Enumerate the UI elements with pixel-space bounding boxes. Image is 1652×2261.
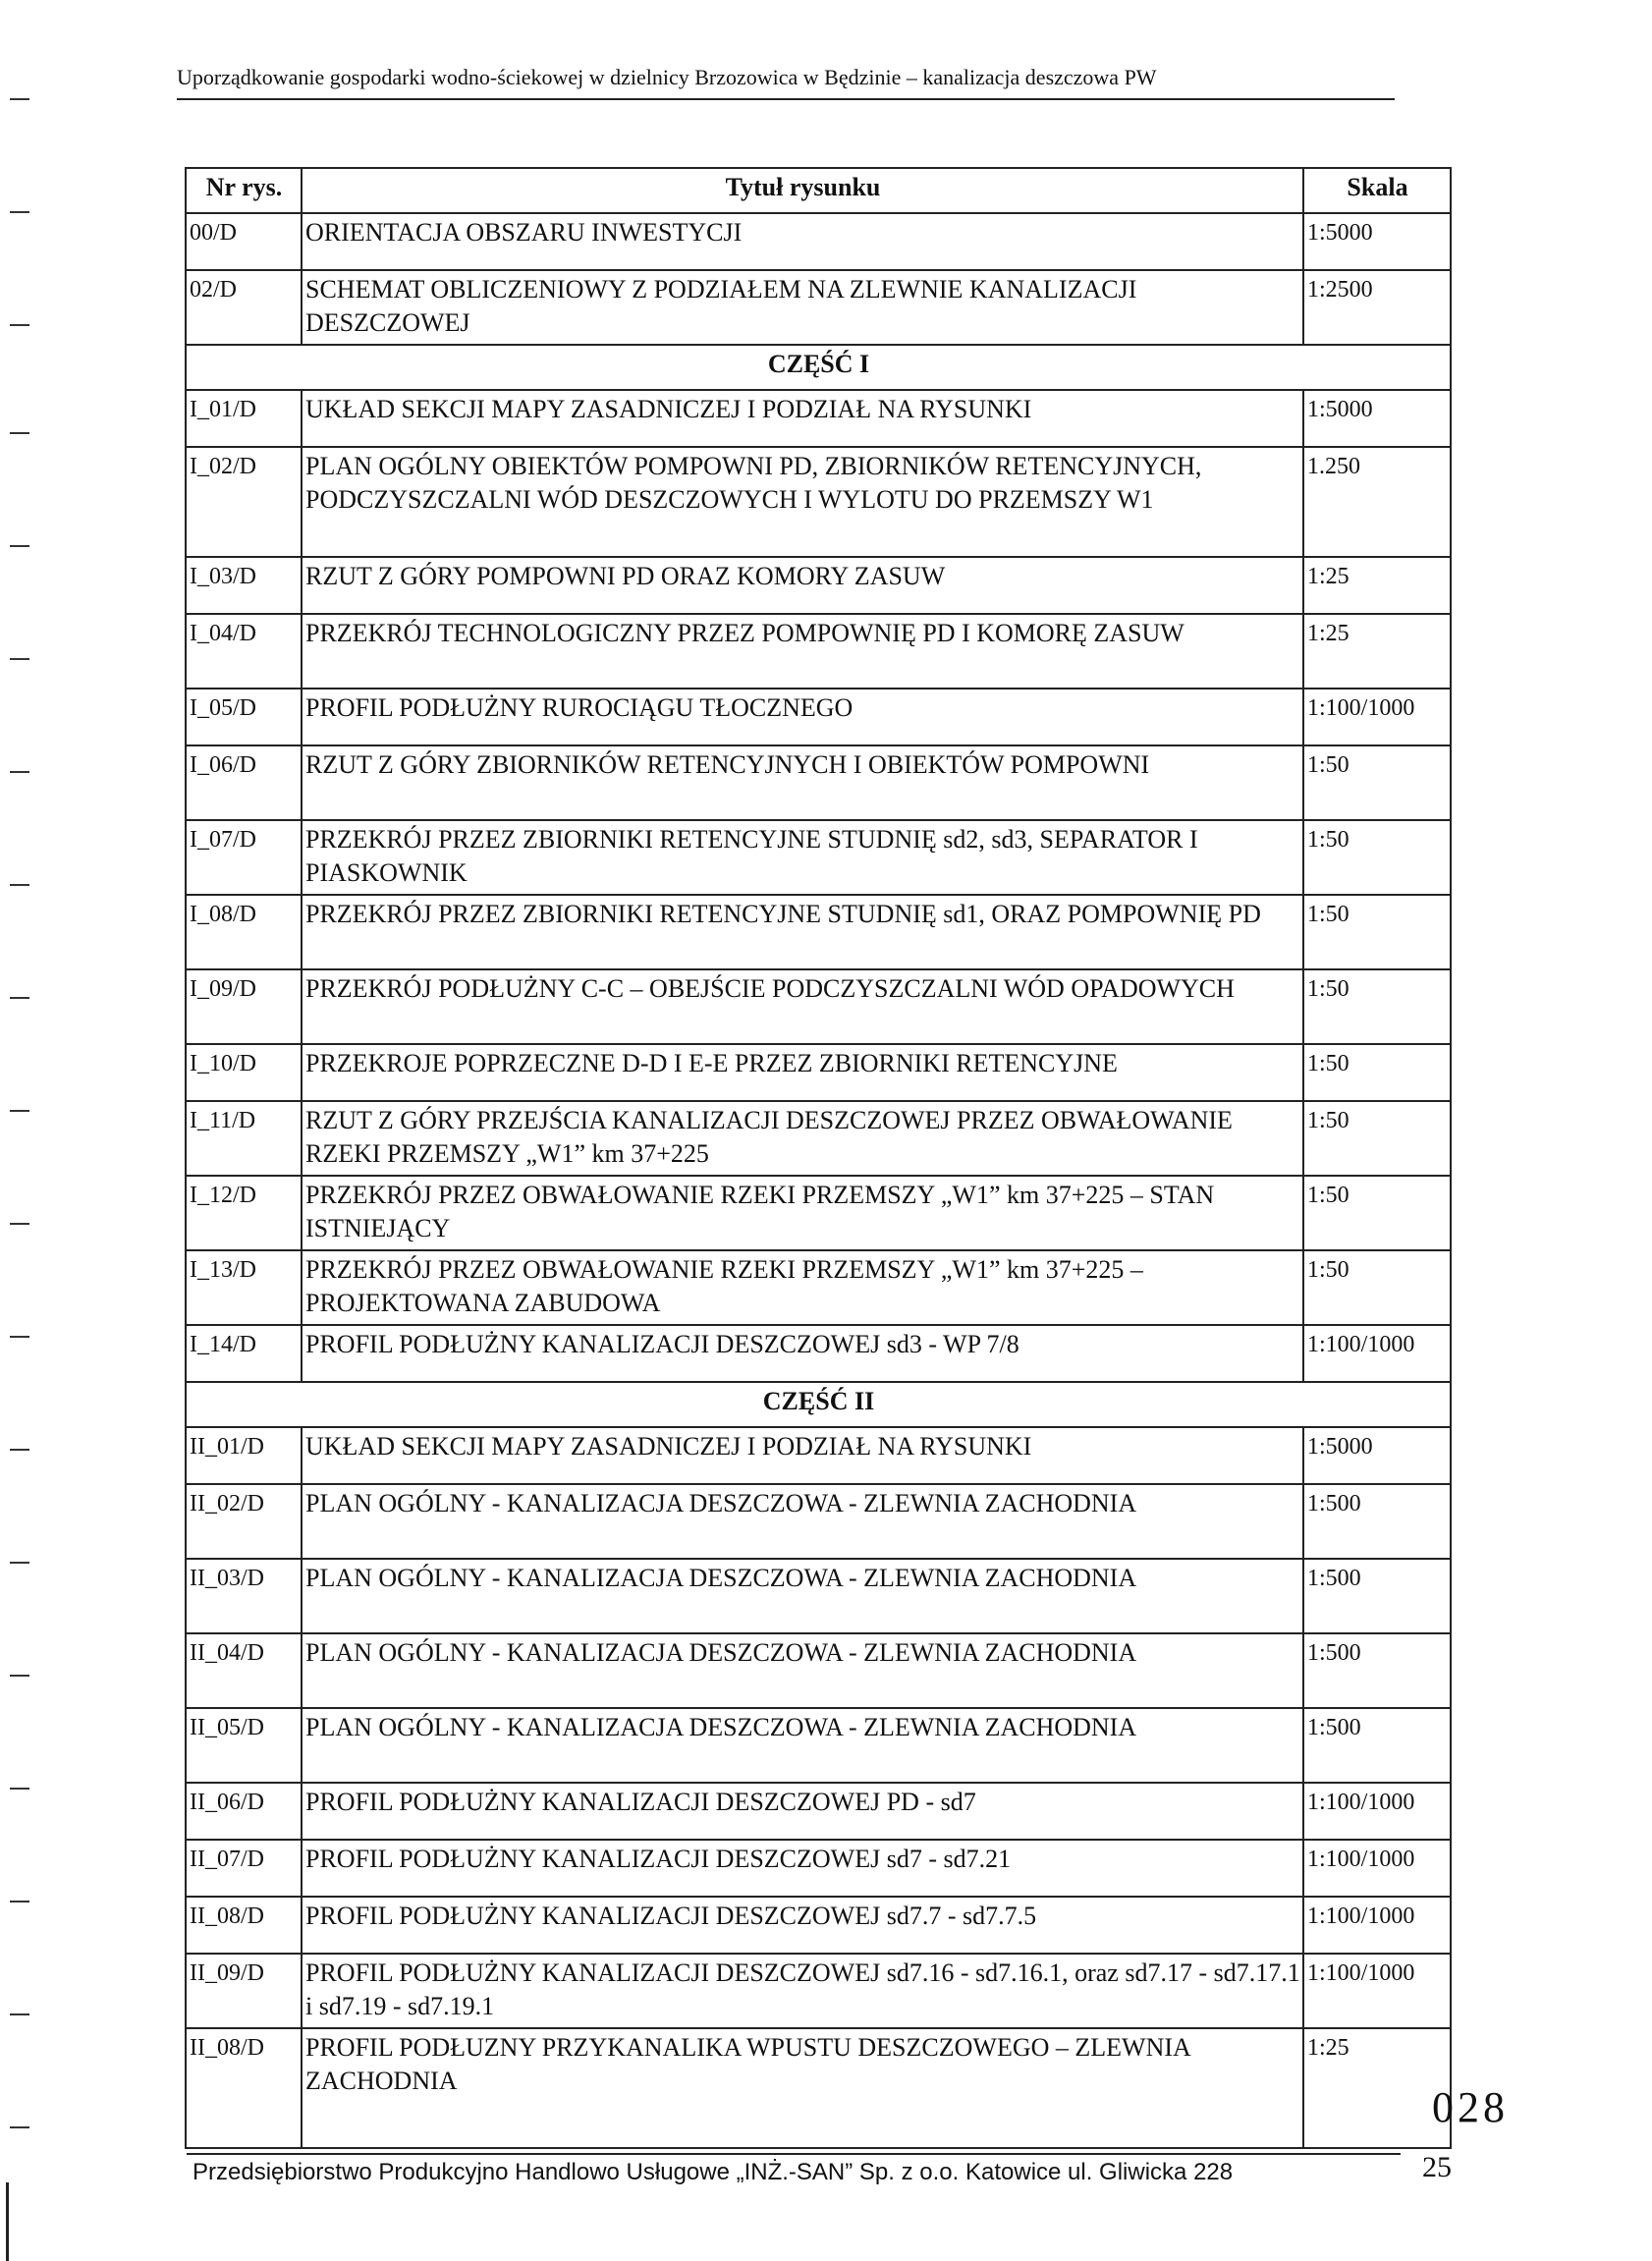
drawing-title: PLAN OGÓLNY - KANALIZACJA DESZCZOWA - ZLEWNIA ZACHODNIA: [302, 1708, 1303, 1783]
drawing-scale: 1:100/1000: [1303, 1783, 1451, 1840]
scan-margin-mark: [10, 1562, 29, 1564]
scan-margin-mark: [10, 1223, 29, 1225]
table-row: [186, 1325, 1451, 1382]
page-number: 25: [1422, 2151, 1452, 2183]
section-row: [186, 1382, 1451, 1427]
scan-margin-mark: [10, 211, 29, 213]
drawing-number: I_05/D: [186, 689, 302, 745]
scan-margin-mark: [10, 1449, 29, 1451]
table-row: [186, 1897, 1451, 1954]
drawing-title: PLAN OGÓLNY - KANALIZACJA DESZCZOWA - ZLEWNIA ZACHODNIA: [302, 1484, 1303, 1559]
header-divider: [177, 98, 1395, 100]
drawing-number: II_01/D: [186, 1427, 302, 1484]
drawing-number: I_01/D: [186, 390, 302, 447]
column-header-scale: Skala: [1303, 168, 1451, 213]
footer-divider: [187, 2153, 1401, 2155]
scan-margin-mark: [10, 1675, 29, 1677]
scan-margin-mark: [10, 545, 29, 547]
drawing-scale: 1:500: [1303, 1559, 1451, 1633]
table-row: [186, 1176, 1451, 1250]
drawing-title: RZUT Z GÓRY PRZEJŚCIA KANALIZACJI DESZCZOWEJ PRZEZ OBWAŁOWANIE RZEKI PRZEMSZY „W1” km 37+225: [302, 1101, 1303, 1176]
drawing-number: I_11/D: [186, 1101, 302, 1176]
drawing-title: PROFIL PODŁUŻNY KANALIZACJI DESZCZOWEJ sd7.16 - sd7.16.1, oraz sd7.17 - sd7.17.1 i sd7.19 - sd7.19.1: [302, 1954, 1303, 2028]
scan-margin-mark: [10, 997, 29, 999]
drawing-number: I_09/D: [186, 969, 302, 1044]
scan-margin-mark: [10, 2126, 29, 2128]
table-row: [186, 1954, 1451, 2028]
drawing-number: II_02/D: [186, 1484, 302, 1559]
drawing-number: I_08/D: [186, 895, 302, 969]
drawing-scale: 1:2500: [1303, 270, 1451, 345]
drawing-title: UKŁAD SEKCJI MAPY ZASADNICZEJ I PODZIAŁ NA RYSUNKI: [302, 1427, 1303, 1484]
table-row: [186, 745, 1451, 820]
drawing-scale: 1:5000: [1303, 213, 1451, 270]
scan-margin-mark: [10, 1110, 29, 1112]
scan-margin-mark: [10, 658, 29, 660]
scan-margin-mark: [10, 1788, 29, 1790]
drawing-number: II_09/D: [186, 1954, 302, 2028]
table-row: [186, 447, 1451, 557]
drawing-number: I_07/D: [186, 820, 302, 895]
drawing-title: PRZEKRÓJ PRZEZ ZBIORNIKI RETENCYJNE STUDNIĘ sd1, ORAZ POMPOWNIĘ PD: [302, 895, 1303, 969]
drawing-scale: 1:50: [1303, 1101, 1451, 1176]
drawing-title: PRZEKRÓJ PRZEZ OBWAŁOWANIE RZEKI PRZEMSZY „W1” km 37+225 – STAN ISTNIEJĄCY: [302, 1176, 1303, 1250]
drawing-number: I_14/D: [186, 1325, 302, 1382]
table-row: [186, 820, 1451, 895]
drawing-scale: 1:5000: [1303, 1427, 1451, 1484]
drawing-scale: 1:500: [1303, 1708, 1451, 1783]
scan-margin-mark: [10, 324, 29, 326]
scan-edge-bar: [6, 2182, 9, 2261]
drawing-title: PLAN OGÓLNY - KANALIZACJA DESZCZOWA - ZLEWNIA ZACHODNIA: [302, 1633, 1303, 1708]
drawing-title: PROFIL PODŁUŻNY KANALIZACJI DESZCZOWEJ sd7.7 - sd7.7.5: [302, 1897, 1303, 1954]
drawing-number: II_04/D: [186, 1633, 302, 1708]
scan-margin-mark: [10, 884, 29, 886]
drawing-scale: 1:50: [1303, 1176, 1451, 1250]
drawing-scale: 1.250: [1303, 447, 1451, 557]
table-row: [186, 1044, 1451, 1101]
table-row: [186, 1101, 1451, 1176]
drawing-scale: 1:25: [1303, 614, 1451, 689]
drawing-scale: 1:500: [1303, 1633, 1451, 1708]
footer-company: Przedsiębiorstwo Produkcyjno Handlowo Usługowe „INŻ.-SAN” Sp. z o.o. Katowice ul. Gliwicka 228: [193, 2159, 1234, 2185]
table-row: [186, 895, 1451, 969]
table-body: [186, 213, 1451, 2148]
drawing-title: ORIENTACJA OBSZARU INWESTYCJI: [302, 213, 1303, 270]
drawing-title: PRZEKRÓJ TECHNOLOGICZNY PRZEZ POMPOWNIĘ PD I KOMORĘ ZASUW: [302, 614, 1303, 689]
drawing-title: UKŁAD SEKCJI MAPY ZASADNICZEJ I PODZIAŁ NA RYSUNKI: [302, 390, 1303, 447]
drawing-title: RZUT Z GÓRY ZBIORNIKÓW RETENCYJNYCH I OBIEKTÓW POMPOWNI: [302, 745, 1303, 820]
drawing-scale: 1:50: [1303, 745, 1451, 820]
section-row: [186, 345, 1451, 390]
section-title: CZĘŚĆ II: [186, 1382, 1451, 1427]
drawing-scale: 1:50: [1303, 1250, 1451, 1325]
drawing-number: II_07/D: [186, 1840, 302, 1897]
table-row: [186, 614, 1451, 689]
table-row: [186, 1840, 1451, 1897]
table-row: [186, 1708, 1451, 1783]
drawing-scale: 1:50: [1303, 895, 1451, 969]
scan-margin-mark: [10, 1901, 29, 1903]
table-row: [186, 689, 1451, 745]
drawing-scale: 1:25: [1303, 2028, 1451, 2148]
table-row: [186, 1427, 1451, 1484]
drawing-number: 02/D: [186, 270, 302, 345]
drawing-number: 00/D: [186, 213, 302, 270]
drawing-number: I_10/D: [186, 1044, 302, 1101]
drawing-title: PROFIL PODŁUŻNY KANALIZACJI DESZCZOWEJ sd7 - sd7.21: [302, 1840, 1303, 1897]
drawing-scale: 1:50: [1303, 969, 1451, 1044]
table-row: [186, 1633, 1451, 1708]
table-header-row: [186, 168, 1451, 213]
drawing-number: II_03/D: [186, 1559, 302, 1633]
drawing-scale: 1:25: [1303, 557, 1451, 614]
drawing-scale: 1:100/1000: [1303, 1325, 1451, 1382]
scan-margin-mark: [10, 1336, 29, 1338]
column-header-title: Tytuł rysunku: [302, 168, 1303, 213]
table-row: [186, 1484, 1451, 1559]
page-code: 028: [1432, 2083, 1509, 2131]
document-header: Uporządkowanie gospodarki wodno-ściekowej w dzielnicy Brzozowica w Będzinie – kanalizacja deszczowa PW: [177, 65, 1157, 89]
drawing-scale: 1:100/1000: [1303, 1897, 1451, 1954]
drawing-scale: 1:50: [1303, 1044, 1451, 1101]
drawing-number: I_13/D: [186, 1250, 302, 1325]
table-row: [186, 270, 1451, 345]
drawing-number: I_04/D: [186, 614, 302, 689]
table-row: [186, 1250, 1451, 1325]
drawing-title: SCHEMAT OBLICZENIOWY Z PODZIAŁEM NA ZLEWNIE KANALIZACJI DESZCZOWEJ: [302, 270, 1303, 345]
drawing-number: I_12/D: [186, 1176, 302, 1250]
column-header-nr: Nr rys.: [186, 168, 302, 213]
section-title: CZĘŚĆ I: [186, 345, 1451, 390]
scan-margin-mark: [10, 2013, 29, 2015]
drawing-title: PRZEKROJE POPRZECZNE D-D I E-E PRZEZ ZBIORNIKI RETENCYJNE: [302, 1044, 1303, 1101]
table-row: [186, 1559, 1451, 1633]
drawing-number: I_03/D: [186, 557, 302, 614]
scan-margin-mark: [10, 98, 29, 100]
table-row: [186, 2028, 1451, 2148]
drawing-title: PLAN OGÓLNY OBIEKTÓW POMPOWNI PD, ZBIORNIKÓW RETENCYJNYCH, PODCZYSZCZALNI WÓD DESZCZOWYCH I WYLOTU DO PRZEMSZY W1: [302, 447, 1303, 557]
drawing-title: PLAN OGÓLNY - KANALIZACJA DESZCZOWA - ZLEWNIA ZACHODNIA: [302, 1559, 1303, 1633]
drawing-number: II_05/D: [186, 1708, 302, 1783]
drawing-scale: 1:100/1000: [1303, 1954, 1451, 2028]
drawing-title: PROFIL PODŁUŻNY KANALIZACJI DESZCZOWEJ PD - sd7: [302, 1783, 1303, 1840]
table-row: [186, 557, 1451, 614]
drawing-scale: 1:50: [1303, 820, 1451, 895]
table-row: [186, 969, 1451, 1044]
table-row: [186, 1783, 1451, 1840]
drawing-title: PROFIL PODŁUŻNY KANALIZACJI DESZCZOWEJ sd3 - WP 7/8: [302, 1325, 1303, 1382]
drawing-scale: 1:5000: [1303, 390, 1451, 447]
drawing-scale: 1:500: [1303, 1484, 1451, 1559]
drawing-number: II_08/D: [186, 2028, 302, 2148]
drawing-title: PRZEKRÓJ PODŁUŻNY C-C – OBEJŚCIE PODCZYSZCZALNI WÓD OPADOWYCH: [302, 969, 1303, 1044]
scan-margin-mark: [10, 432, 29, 434]
drawing-title: PRZEKRÓJ PRZEZ ZBIORNIKI RETENCYJNE STUDNIĘ sd2, sd3, SEPARATOR I PIASKOWNIK: [302, 820, 1303, 895]
table-row: [186, 213, 1451, 270]
drawing-title: PRZEKRÓJ PRZEZ OBWAŁOWANIE RZEKI PRZEMSZY „W1” km 37+225 – PROJEKTOWANA ZABUDOWA: [302, 1250, 1303, 1325]
drawing-number: II_06/D: [186, 1783, 302, 1840]
table-row: [186, 390, 1451, 447]
scan-margin-mark: [10, 771, 29, 773]
drawing-number: I_02/D: [186, 447, 302, 557]
drawing-title: PROFIL PODŁUZNY PRZYKANALIKA WPUSTU DESZCZOWEGO – ZLEWNIA ZACHODNIA: [302, 2028, 1303, 2148]
drawing-title: PROFIL PODŁUŻNY RUROCIĄGU TŁOCZNEGO: [302, 689, 1303, 745]
drawing-number: I_06/D: [186, 745, 302, 820]
drawing-number: II_08/D: [186, 1897, 302, 1954]
drawing-scale: 1:100/1000: [1303, 689, 1451, 745]
drawings-table: [185, 167, 1452, 2149]
drawing-scale: 1:100/1000: [1303, 1840, 1451, 1897]
drawing-title: RZUT Z GÓRY POMPOWNI PD ORAZ KOMORY ZASUW: [302, 557, 1303, 614]
